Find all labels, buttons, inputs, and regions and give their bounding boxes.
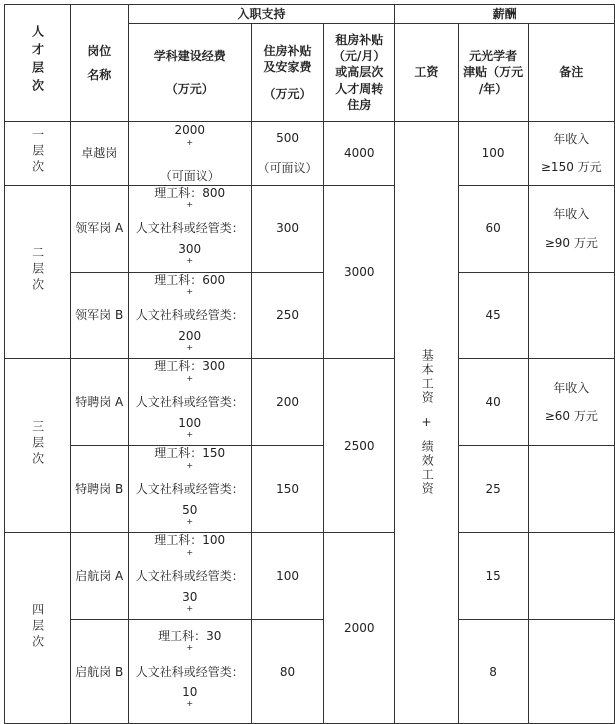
fund-cell [128, 122, 251, 186]
header-rent-line4: 人才周转 [335, 81, 384, 96]
fund-hum-value: 10 [182, 685, 198, 700]
position-cell [70, 446, 128, 533]
fund-sci: 理工科：150 [154, 446, 226, 461]
level-3-text: 三层次 [30, 420, 45, 469]
fund-sci: 理工科：600 [154, 272, 226, 287]
remark-cell [528, 272, 614, 359]
fund-hum-value: 100 [178, 415, 202, 430]
fund-sci: 理工科：100 [154, 533, 226, 548]
wage-plus: + [421, 415, 432, 430]
housing-value: 500 [276, 131, 299, 146]
header-housing-line3: （万元） [263, 86, 312, 101]
remark-cell [528, 446, 614, 533]
fund-hum: 人文社科或经管类： [135, 482, 244, 497]
fund-sci: 理工科：300 [154, 359, 226, 374]
table-row [5, 272, 615, 359]
header-housing [251, 24, 323, 122]
table-row [5, 185, 615, 272]
position-name: 启航岗 A [75, 569, 124, 584]
table-row [5, 359, 615, 446]
fund-hum: 人文社科或经管类： [135, 308, 244, 323]
wage-performance-text: 绩效工资 [420, 439, 435, 496]
housing-cell [251, 122, 323, 186]
header-allowance [458, 24, 528, 122]
housing-note: （可面议） [257, 161, 318, 176]
fund-hum: 人文社科或经管类： [135, 221, 244, 236]
header-row-1 [5, 5, 615, 24]
position-name: 启航岗 B [75, 664, 124, 679]
position-cell [70, 359, 128, 446]
header-position-line1: 岗位 [87, 43, 112, 58]
talent-policy-table [4, 4, 615, 724]
position-cell [70, 272, 128, 359]
rent-cell: 2500 [324, 359, 395, 533]
header-rent-line1: 租房补贴 [335, 33, 384, 48]
remark-line1: 年收入 [553, 381, 590, 396]
fund-hum-value: 30 [182, 589, 198, 604]
plus-mark: + [186, 343, 194, 353]
remark-line2: ≥90 万元 [544, 235, 598, 250]
remark-cell [528, 533, 614, 620]
header-allowance-line1: 元光学者 [469, 49, 518, 64]
level-2-text: 二层次 [30, 246, 45, 295]
plus-mark: + [186, 460, 194, 470]
fund-hum-value: 200 [178, 328, 202, 343]
fund-note: （可面议） [159, 169, 220, 184]
level-1-text: 一层次 [30, 127, 45, 176]
fund-cell [128, 185, 251, 272]
housing-cell: 300 [251, 185, 323, 272]
header-allowance-line3: /年） [478, 81, 508, 96]
plus-mark: + [186, 286, 194, 296]
header-rent [324, 24, 395, 122]
housing-cell: 80 [251, 620, 323, 724]
fund-hum: 人文社科或经管类： [135, 664, 244, 679]
plus-mark: + [186, 547, 194, 557]
position-cell [70, 620, 128, 724]
table-row [5, 533, 615, 620]
plus-mark: + [186, 138, 194, 148]
header-discipline-fund [128, 24, 251, 122]
allowance-cell: 100 [458, 122, 528, 186]
level-2-cell [5, 185, 71, 359]
plus-mark: + [186, 603, 194, 613]
remark-cell [528, 359, 614, 446]
fund-sci: 理工科：800 [154, 185, 226, 200]
housing-cell: 150 [251, 446, 323, 533]
position-name: 领军岗 B [75, 308, 124, 323]
allowance-cell: 8 [458, 620, 528, 724]
rent-cell: 2000 [324, 533, 395, 724]
rent-cell: 3000 [324, 185, 395, 359]
level-4-text: 四层次 [30, 602, 45, 651]
level-3-cell [5, 359, 71, 533]
table-row [5, 446, 615, 533]
header-rent-line3: 或高层次 [335, 65, 384, 80]
header-housing-line2: 及安家费 [263, 60, 312, 75]
wage-basic-text: 基本工资 [420, 349, 435, 406]
fund-cell [128, 446, 251, 533]
position-name: 卓越岗 [81, 146, 118, 161]
header-position [70, 5, 128, 122]
table-row [5, 620, 615, 724]
remark-cell [528, 620, 614, 724]
remark-line1: 年收入 [553, 131, 590, 146]
fund-cell [128, 359, 251, 446]
position-cell [70, 122, 128, 186]
header-housing-line1: 住房补贴 [263, 44, 312, 59]
allowance-cell: 60 [458, 185, 528, 272]
header-remark: 备注 [528, 24, 614, 122]
position-cell [70, 185, 128, 272]
header-fund-line1: 学科建设经费 [153, 49, 226, 64]
fund-sci: 理工科：30 [158, 628, 222, 643]
header-allowance-line2: 津贴（万元 [463, 65, 524, 80]
header-rent-line5: 住房 [347, 97, 372, 112]
fund-cell [128, 620, 251, 724]
allowance-cell: 45 [458, 272, 528, 359]
remark-cell [528, 185, 614, 272]
wage-cell [395, 122, 458, 724]
fund-hum: 人文社科或经管类： [135, 569, 244, 584]
header-wage: 工资 [395, 24, 458, 122]
rent-cell: 4000 [324, 122, 395, 186]
plus-mark: + [186, 516, 194, 526]
plus-mark: + [186, 699, 194, 709]
level-4-cell [5, 533, 71, 724]
plus-mark: + [186, 373, 194, 383]
position-name: 特聘岗 A [75, 395, 124, 410]
remark-line2: ≥150 万元 [540, 160, 602, 175]
header-level [5, 5, 71, 122]
fund-hum-value: 50 [182, 502, 198, 517]
housing-cell: 200 [251, 359, 323, 446]
fund-hum: 人文社科或经管类： [135, 395, 244, 410]
plus-mark: + [186, 256, 194, 266]
housing-cell: 250 [251, 272, 323, 359]
header-group-salary: 薪酬 [395, 5, 615, 24]
wage-performance [395, 440, 457, 496]
allowance-cell: 40 [458, 359, 528, 446]
fund-value: 2000 [174, 123, 206, 137]
fund-cell [128, 272, 251, 359]
fund-hum-value: 300 [178, 241, 202, 256]
header-position-line2: 名称 [87, 68, 112, 82]
allowance-cell: 25 [458, 446, 528, 533]
allowance-cell: 15 [458, 533, 528, 620]
remark-line2: ≥60 万元 [544, 409, 598, 424]
housing-cell: 100 [251, 533, 323, 620]
header-fund-line2: （万元） [165, 81, 214, 96]
position-cell [70, 533, 128, 620]
position-name: 领军岗 A [75, 221, 124, 236]
plus-mark: + [186, 199, 194, 209]
position-name: 特聘岗 B [75, 482, 124, 497]
wage-basic [395, 349, 457, 405]
remark-line1: 年收入 [553, 207, 590, 222]
plus-mark: + [186, 430, 194, 440]
remark-cell [528, 122, 614, 186]
table-row [5, 122, 615, 186]
header-group-support: 入职支持 [128, 5, 395, 24]
header-rent-line2: （元/月） [333, 49, 386, 64]
plus-mark: + [186, 643, 194, 653]
level-1-cell [5, 122, 71, 186]
fund-cell [128, 533, 251, 620]
header-level-text: 人才层次 [30, 25, 45, 98]
